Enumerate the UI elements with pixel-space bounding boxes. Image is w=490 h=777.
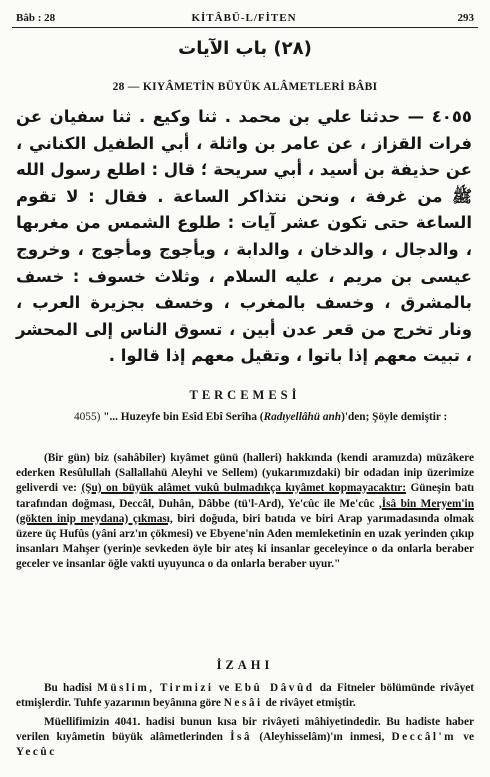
arabic-body: حدثنا علي بن محمد . ثنا وكيع . ثنا سفيان عن فرات القزاز ، عن عامر بن واثلة ، أبي الطفيل الكناني ، عن حذيفة بن أسيد ، أبي سريحة ؛ قال : اطلع رسول الله ﷺ من غرفة ، ونحن نتذاكر الساعة . فقال : لا تقوم الساعة حتى تكون عشر آيات : طلوع الشمس من مغربها ، والدجال ، والدخان ، والدابة ، ويأجوج ومأجوج ، وخروج عيسى بن مريم ، عليه السلام ، وثلاث خسوف : خسف بالمشرق ، وخسف بالمغرب ، وخسف بجزيرة العرب ، ونار تخرج من قعر عدن أبين ، تسوق الناس إلى المحشر ، تبيت معهم إذا باتوا ، وتقيل معهم إذا قالوا . bbox=[16, 107, 472, 366]
izah-h: ve bbox=[456, 731, 474, 744]
translation-body bbox=[16, 451, 474, 573]
commentary-paragraph-2 bbox=[16, 715, 474, 761]
izah-isa: İsâ bbox=[230, 731, 253, 744]
intro-text-b: Radıyellâhü anh bbox=[263, 411, 342, 423]
izah-tirmizi: Tirmizi bbox=[159, 682, 214, 694]
commentary-heading: İZAHI bbox=[216, 658, 274, 672]
intro-text-a: "... Huzeyfe bin Esîd Ebî Serîha ( bbox=[103, 411, 264, 423]
header-rule bbox=[12, 27, 478, 28]
underlined-part-1: (Şu) on büyük alâmet vukû bulmadıkça kıyâmet kopmayacaktır: bbox=[81, 482, 407, 495]
hadith-number: ٤٠٥٥ — bbox=[407, 107, 472, 126]
translation-number: 4055) bbox=[74, 411, 101, 423]
izah-d: da Fitneler bölümünde rivâyet etmişlerdir. Tuhfe yazarının beyânına göre bbox=[16, 682, 475, 710]
page-number: 293 bbox=[457, 12, 474, 24]
intro-text-c: )'den; Şöyle demiştir : bbox=[341, 411, 448, 423]
izah-f: Müellifimizin 4041. hadisi bunun kısa bir rivâyeti mâhiyetindedir. Bu hadiste haber verilen kıyâmetin büyük alâmetlerinden bbox=[16, 716, 474, 744]
chapter-label: Bâb : 28 bbox=[16, 12, 56, 24]
turkish-chapter-title: 28 — KIYÂMETİN BÜYÜK ALÂMETLERİ BÂBI bbox=[112, 81, 378, 93]
book-title: KİTÂBÜ-L/FİTEN bbox=[191, 12, 297, 24]
arabic-hadith-text bbox=[16, 104, 472, 372]
izah-g: (Aleyhisselâm)'ın inmesi, bbox=[252, 731, 392, 744]
commentary-paragraph-1 bbox=[16, 681, 474, 711]
body-part-1: (Bir gün) biz (sahâbiler) kıyâmet günü (halleri) hakkında (kendi aramızda) müzâkere ederken Resûlullah (Sallallahü Aleyhi ve Sellem) (yukarımızdaki) bir odadan inip üzerimize geliverdi ve: bbox=[16, 452, 474, 495]
arabic-chapter-title: (٢٨) باب الآيات bbox=[178, 38, 312, 59]
izah-muslim: Müslim, bbox=[97, 682, 155, 694]
izah-e: de rivâyet etmiştir. bbox=[262, 697, 356, 710]
underlined-part-2: İsâ bin Meryem'in (gökten inip meydana) çıkması, bbox=[16, 497, 474, 525]
izah-yecuc: Yecûc bbox=[16, 746, 57, 759]
izah-c: ve bbox=[213, 682, 235, 694]
translation-intro bbox=[16, 410, 474, 425]
izah-ebudavud: Ebû Dâvûd bbox=[234, 682, 315, 694]
body-part-3: biri doğuda, biri batıda ve biri Arap yarımadasında olmak üzere üç Hufûs (yâni arz'ın çökmesi) ve Ebyene'nin Aden memleketinin en uzak yerinden çıkıp insanları Mahşer (yerin)e sevkeden öyle bir ateş ki insanlar geceleyince o da onlarla beraber geceler ve insanlar öğle vakti uyuyunca o da onlarla beraber uyur." bbox=[16, 512, 474, 571]
body-part-2: Güneşin batı tarafından doğması, Deccâl, Duhân, Dâbbe (tü'l-Ard), Ye'cûc ile Me'cûc , bbox=[16, 482, 475, 510]
izah-a: Bu hadîsi bbox=[44, 682, 98, 694]
translation-heading: TERCEMESİ bbox=[189, 388, 301, 402]
izah-nesai: Nesâi bbox=[223, 697, 263, 710]
izah-deccal: Deccâl'm bbox=[391, 731, 457, 744]
